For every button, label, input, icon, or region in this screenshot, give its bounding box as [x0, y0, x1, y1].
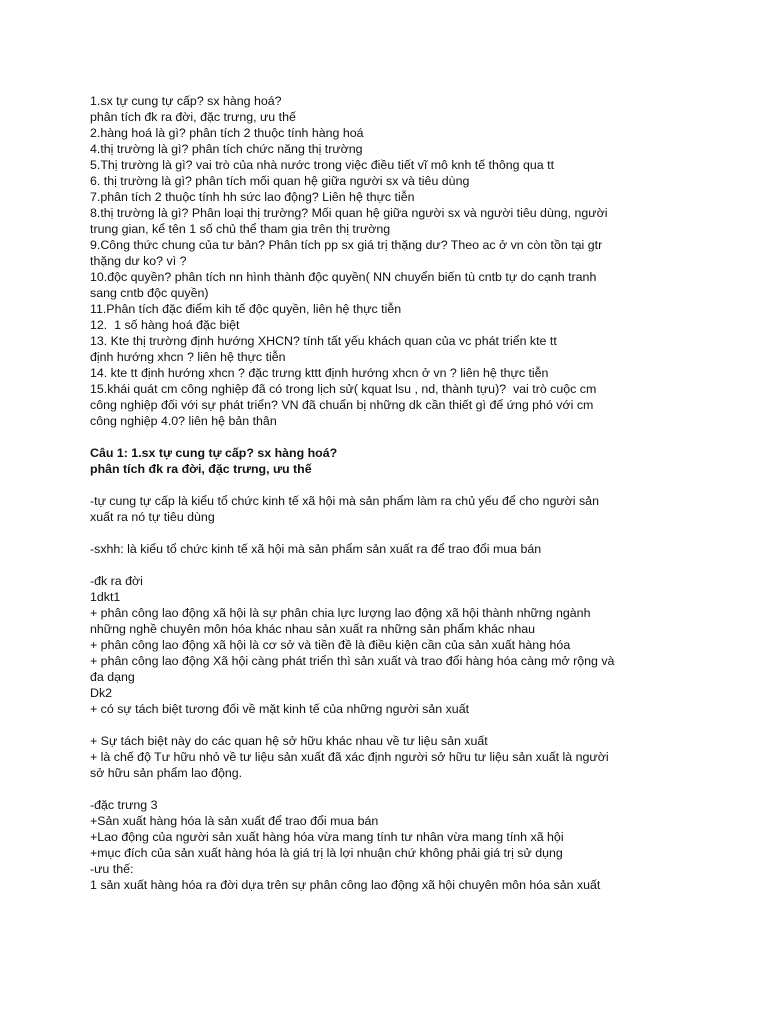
text-line: + phân công lao động xã hội là sự phân chia lực lượng lao động xã hội thành những ngành [90, 606, 591, 620]
text-line: + là chế độ Tư hữu nhỏ về tư liệu sản xuất đã xác định người sở hữu tư liệu sản xuất là người [90, 750, 609, 764]
question-line: 1.sx tự cung tự cấp? sx hàng hoá? [90, 94, 282, 108]
text-line: + có sự tách biệt tương đối về mặt kinh tế của những người sản xuất [90, 702, 470, 716]
spacer [90, 781, 690, 797]
question-list [90, 93, 690, 429]
question-line: 2.hàng hoá là gì? phân tích 2 thuộc tính hàng hoá [90, 126, 364, 140]
text-line: +mục đích của sản xuất hàng hóa là giá trị là lợi nhuận chứ không phải giá trị sử dụng [90, 846, 563, 860]
text-line: -đk ra đời [90, 574, 143, 588]
text-line: sở hữu sản phẩm lao động. [90, 766, 243, 780]
question-line: 15.khái quát cm công nghiệp đã có trong lịch sử( kquat lsu , nd, thành tựu)? vai trò cuộc cm [90, 382, 597, 396]
question-line: 13. Kte thị trường định hướng XHCN? tính tất yếu khách quan của vc phát triển kte tt [90, 334, 557, 348]
question-line: định hướng xhcn ? liên hệ thực tiễn [90, 350, 286, 364]
paragraph [90, 493, 690, 525]
paragraph [90, 797, 690, 893]
text-line: -sxhh: là kiểu tổ chức kinh tế xã hội mà sản phẩm sản xuất ra để trao đổi mua bán [90, 542, 542, 556]
text-line: đa dạng [90, 670, 135, 684]
question-line: 10.độc quyền? phân tích nn hình thành độc quyền( NN chuyển biến tù cntb tự do cạnh tranh [90, 270, 597, 284]
question-line: 12. 1 số hàng hoá đặc biệt [90, 318, 240, 332]
question-line: sang cntb độc quyền) [90, 286, 209, 300]
text-line: +Lao động của người sản xuất hàng hóa vừa mang tính tư nhân vừa mang tính xã hội [90, 830, 564, 844]
text-line: +Sản xuất hàng hóa là sản xuất để trao đổi mua bán [90, 814, 379, 828]
text-line: + phân công lao động xã hội là cơ sở và tiền đề là điều kiện cần của sản xuất hàng hóa [90, 638, 571, 652]
question-line: 4.thị trường là gì? phân tích chức năng thị trường [90, 142, 363, 156]
text-line: + Sự tách biệt này do các quan hệ sở hữu khác nhau về tư liệu sản xuất [90, 734, 488, 748]
question-line: công nghiệp đối với sự phát triển? VN đã chuẩn bị những dk cần thiết gì để ứng phó với cm [90, 398, 594, 412]
question-line: 6. thị trường là gì? phân tích mối quan hệ giữa người sx và tiêu dùng [90, 174, 470, 188]
paragraph [90, 573, 690, 717]
question-line: công nghiệp 4.0? liên hệ bản thân [90, 414, 277, 428]
text-line: những nghề chuyên môn hóa khác nhau sản xuất ra những sản phẩm khác nhau [90, 622, 536, 636]
document-page [90, 93, 690, 893]
section-heading [90, 445, 690, 477]
heading-line: phân tích đk ra đời, đặc trưng, ưu thế [90, 462, 312, 476]
question-line: 11.Phân tích đặc điểm kih tế độc quyền, liên hệ thực tiễn [90, 302, 402, 316]
spacer [90, 525, 690, 541]
spacer [90, 429, 690, 445]
question-line: 8.thị trường là gì? Phân loại thị trường? Mối quan hệ giữa người sx và người tiêu dùng, người [90, 206, 608, 220]
spacer [90, 557, 690, 573]
question-line: 14. kte tt định hướng xhcn ? đặc trưng kttt định hướng xhcn ở vn ? liên hệ thực tiễn [90, 366, 549, 380]
question-line: 5.Thị trường là gì? vai trò của nhà nước trong việc điều tiết vĩ mô knh tế thông qua tt [90, 158, 555, 172]
question-line: 9.Công thức chung của tư bản? Phân tích pp sx giá trị thặng dư? Theo ac ở vn còn tồn tại gtr [90, 238, 603, 252]
spacer [90, 717, 690, 733]
question-line: thặng dư ko? vì ? [90, 254, 187, 268]
paragraph [90, 541, 690, 557]
text-line: -đặc trưng 3 [90, 798, 158, 812]
paragraph [90, 733, 690, 781]
text-line: -tự cung tự cấp là kiểu tổ chức kinh tế xã hội mà sản phẩm làm ra chủ yếu để cho người sản [90, 494, 599, 508]
text-line: + phân công lao động Xã hội càng phát triển thì sản xuất và trao đổi hàng hóa càng mở rộng và [90, 654, 615, 668]
question-line: trung gian, kể tên 1 số chủ thể tham gia trên thị trường [90, 222, 391, 236]
question-line: phân tích đk ra đời, đặc trưng, ưu thế [90, 110, 296, 124]
question-line: 7.phân tích 2 thuộc tính hh sức lao động? Liên hệ thực tiễn [90, 190, 415, 204]
text-line: xuất ra nó tự tiêu dùng [90, 510, 215, 524]
text-line: 1 sản xuất hàng hóa ra đời dựa trên sự phân công lao động xã hội chuyên môn hóa sản xuất [90, 878, 601, 892]
text-line: -ưu thế: [90, 862, 134, 876]
text-line: Dk2 [90, 686, 113, 700]
text-line: 1dkt1 [90, 590, 121, 604]
heading-line: Câu 1: 1.sx tự cung tự cấp? sx hàng hoá? [90, 446, 338, 460]
spacer [90, 477, 690, 493]
